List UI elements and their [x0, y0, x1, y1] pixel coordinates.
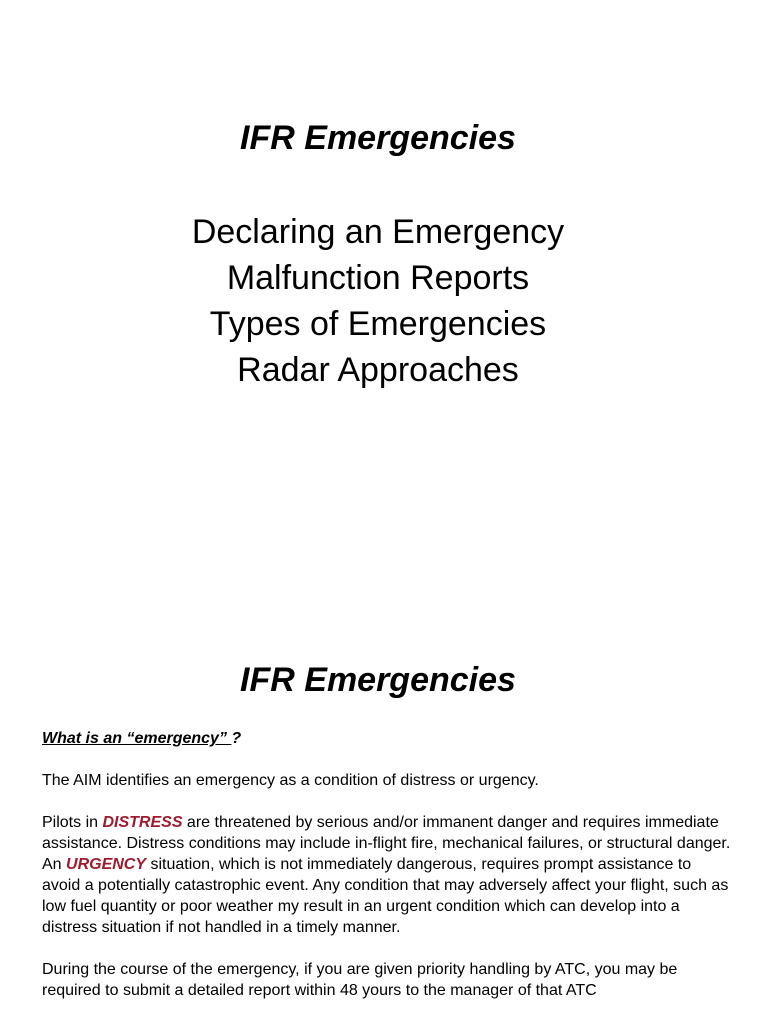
topic-item: Types of Emergencies: [209, 305, 547, 343]
question-text: What is an “emergency”: [42, 730, 232, 747]
intro-paragraph: The AIM identifies an emergency as a condition of distress or urgency.: [42, 772, 539, 789]
slide-emergency-definition: [0, 620, 768, 1024]
topic-list: [0, 209, 762, 393]
distress-keyword: DISTRESS: [102, 814, 183, 831]
urgency-paragraph: [42, 854, 732, 938]
urgency-lead: An: [42, 856, 67, 873]
topic-item: Radar Approaches: [237, 351, 519, 389]
distress-text: are threatened by serious and/or immanent danger and requires immediate assistance. Distress conditions may include in-flight fire, mechanical failures, or structural danger.: [42, 814, 731, 852]
slide-title-heading: IFR Emergencies: [240, 119, 516, 157]
slide-body: [42, 728, 732, 1001]
distress-lead: Pilots in: [42, 814, 103, 831]
urgency-text: situation, which is not immediately dangerous, requires prompt assistance to avoid a potentially catastrophic event. Any condition that may adversely affect your flight, such as low fuel quantity or poor weather my result in an urgent condition which can develop into a distress situation if not handled in a timely manner.: [42, 856, 729, 936]
slide-heading: IFR Emergencies: [240, 661, 516, 699]
question-line: [42, 728, 732, 749]
priority-paragraph: During the course of the emergency, if you are given priority handling by ATC, you may be required to submit a detailed report within 48 yours to the manager of that ATC: [42, 961, 678, 999]
topic-item: Declaring an Emergency: [191, 213, 565, 251]
distress-paragraph: [42, 812, 732, 854]
question-mark: ?: [231, 730, 242, 747]
urgency-keyword: URGENCY: [66, 856, 147, 873]
topic-item: Malfunction Reports: [226, 259, 530, 297]
